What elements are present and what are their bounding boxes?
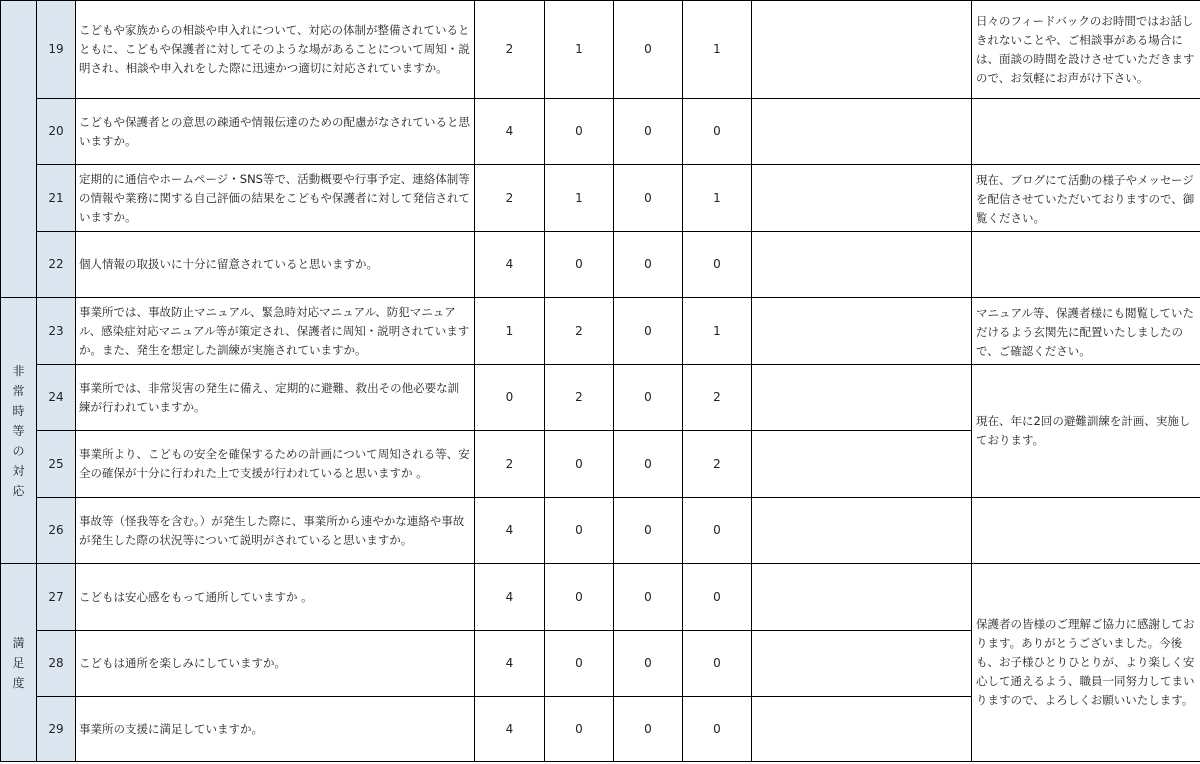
answer-no-count: 0 [614,165,683,232]
answer-no-count: 0 [614,564,683,631]
answer-yes-count: 4 [475,99,545,165]
question-text: 事業所の支援に満足していますか。 [76,697,475,762]
row-number: 21 [37,165,76,232]
answer-unsure-count: 0 [545,99,614,165]
answer-unsure-count: 2 [545,365,614,431]
answer-no-count: 0 [614,99,683,165]
comment-cell [752,498,972,564]
answer-no-count: 0 [614,498,683,564]
answer-no-count: 0 [614,697,683,762]
row-number: 28 [37,631,76,697]
answer-no-count: 0 [614,232,683,298]
row-number: 29 [37,697,76,762]
response-note: 保護者の皆様のご理解ご協力に感謝しております。ありがとうございました。今後も、お子様ひとりひとりが、より楽しく安心して通えるよう、職員一同努力してまいりますので、よろしくお願いいたします。 [972,564,1200,762]
answer-unknown-count: 0 [683,564,752,631]
question-text: こどもや家族からの相談や申入れについて、対応の体制が整備されているとともに、こどもや保護者に対してそのような場があることについて周知・説明され、相談や申入れをした際に迅速かつ適切に対応されていますか。 [76,1,475,99]
answer-yes-count: 2 [475,165,545,232]
category-cell-blank [1,1,37,298]
question-text: こどもは安心感をもって通所していますか 。 [76,564,475,631]
table-row [1,232,1200,298]
answer-unsure-count: 1 [545,165,614,232]
row-number: 19 [37,1,76,99]
row-number: 22 [37,232,76,298]
answer-unknown-count: 2 [683,365,752,431]
answer-unknown-count: 0 [683,631,752,697]
answer-unsure-count: 0 [545,564,614,631]
answer-yes-count: 2 [475,1,545,99]
response-note: 現在、ブログにて活動の様子やメッセージを配信させていただいておりますので、御覧ください。 [972,165,1200,232]
answer-no-count: 0 [614,1,683,99]
question-text: 事故等（怪我等を含む。）が発生した際に、事業所から速やかな連絡や事故が発生した際の状況等について説明がされていると思いますか。 [76,498,475,564]
comment-cell [752,232,972,298]
response-note [972,99,1200,165]
response-note: 現在、年に2回の避難訓練を計画、実施しております。 [972,365,1200,498]
table-row [1,498,1200,564]
answer-yes-count: 0 [475,365,545,431]
comment-cell [752,99,972,165]
table-row [1,1,1200,99]
table-row [1,165,1200,232]
answer-no-count: 0 [614,298,683,365]
comment-cell [752,365,972,431]
comment-cell [752,697,972,762]
answer-unknown-count: 2 [683,431,752,498]
comment-cell [752,298,972,365]
response-note [972,498,1200,564]
answer-no-count: 0 [614,431,683,498]
answer-yes-count: 4 [475,232,545,298]
row-number: 26 [37,498,76,564]
answer-yes-count: 4 [475,697,545,762]
answer-unknown-count: 1 [683,298,752,365]
question-text: こどもは通所を楽しみにしていますか。 [76,631,475,697]
answer-unknown-count: 0 [683,99,752,165]
table-row [1,99,1200,165]
answer-unsure-count: 1 [545,1,614,99]
answer-unknown-count: 0 [683,697,752,762]
question-text: 事業所より、こどもの安全を確保するための計画について周知される等、安全の確保が十分に行われた上で支援が行われていると思いますか 。 [76,431,475,498]
table-row [1,564,1200,631]
question-text: 事業所では、非常災害の発生に備え、定期的に避難、救出その他必要な訓練が行われていますか。 [76,365,475,431]
row-number: 20 [37,99,76,165]
table-row [1,365,1200,431]
category-emergency: 非常時等の対応 [1,298,37,564]
answer-yes-count: 4 [475,631,545,697]
answer-unsure-count: 0 [545,631,614,697]
row-number: 25 [37,431,76,498]
answer-yes-count: 2 [475,431,545,498]
answer-unsure-count: 0 [545,232,614,298]
question-text: 個人情報の取扱いに十分に留意されていると思いますか。 [76,232,475,298]
comment-cell [752,564,972,631]
answer-unsure-count: 2 [545,298,614,365]
comment-cell [752,431,972,498]
comment-cell [752,631,972,697]
comment-cell [752,165,972,232]
response-note [972,232,1200,298]
response-note: マニュアル等、保護者様にも閲覧していただけるよう玄関先に配置いたしましたので、ご確認ください。 [972,298,1200,365]
answer-no-count: 0 [614,631,683,697]
answer-yes-count: 1 [475,298,545,365]
answer-unknown-count: 0 [683,498,752,564]
row-number: 24 [37,365,76,431]
answer-unknown-count: 1 [683,1,752,99]
answer-no-count: 0 [614,365,683,431]
answer-yes-count: 4 [475,498,545,564]
answer-unsure-count: 0 [545,697,614,762]
question-text: 定期的に通信やホームページ・SNS等で、活動概要や行事予定、連絡体制等の情報や業務に関する自己評価の結果をこどもや保護者に対して発信されていますか。 [76,165,475,232]
comment-cell [752,1,972,99]
row-number: 23 [37,298,76,365]
question-text: こどもや保護者との意思の疎通や情報伝達のための配慮がなされていると思いますか。 [76,99,475,165]
answer-unknown-count: 1 [683,165,752,232]
answer-unsure-count: 0 [545,498,614,564]
answer-unsure-count: 0 [545,431,614,498]
question-text: 事業所では、事故防止マニュアル、緊急時対応マニュアル、防犯マニュアル、感染症対応マニュアル等が策定され、保護者に周知・説明されていますか。また、発生を想定した訓練が実施されていますか。 [76,298,475,365]
row-number: 27 [37,564,76,631]
answer-yes-count: 4 [475,564,545,631]
category-satisfaction: 満足度 [1,564,37,762]
answer-unknown-count: 0 [683,232,752,298]
response-note: 日々のフィードバックのお時間ではお話しきれないことや、ご相談事がある場合には、面談の時間を設けさせていただきますので、お気軽にお声がけ下さい。 [972,1,1200,99]
table-row [1,298,1200,365]
